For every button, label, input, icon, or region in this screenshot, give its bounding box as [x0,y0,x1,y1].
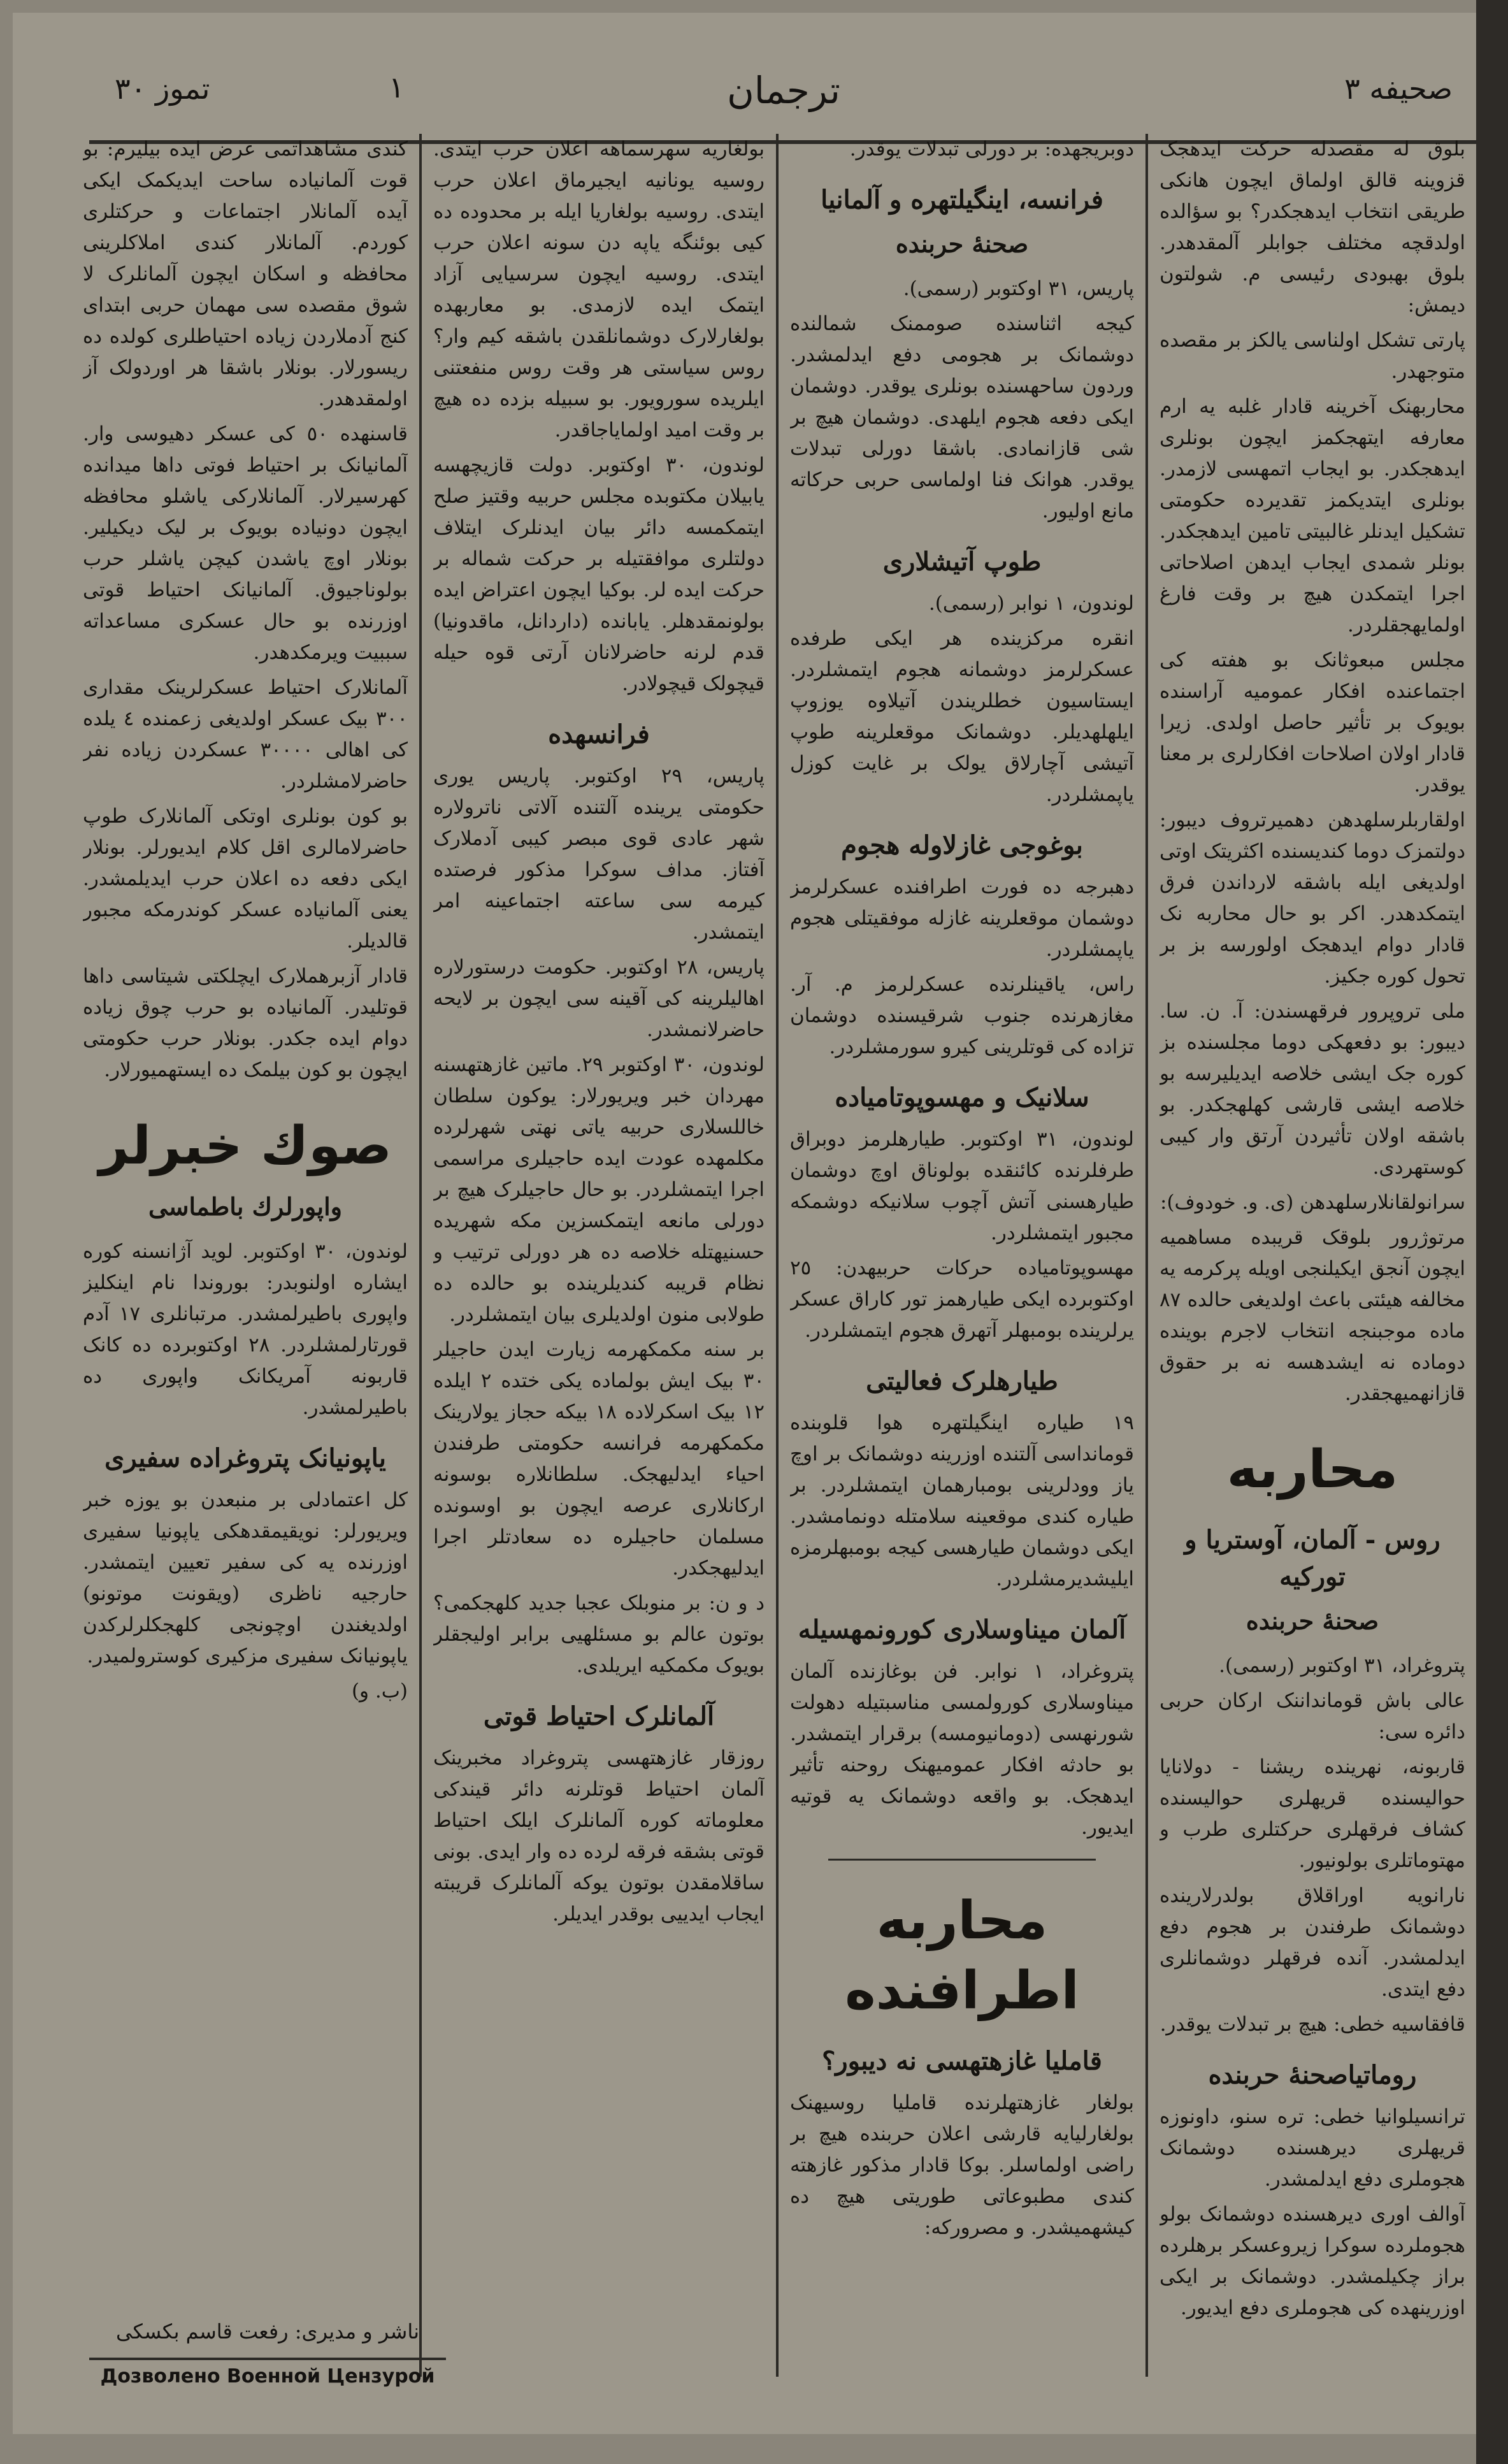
article-subheading: صحنهٔ حربنده [895,229,1029,258]
section-divider [828,1859,1096,1861]
article-paragraph: د و ن: بر منوبلک عجبا جدید کلهجکمی؟ بوتون عالم بو مسئلهیی برابر اولیجقلر بویوک مکمکیه ایریلدی. [433,1592,765,1677]
article-paragraph: بولغار غازهتهلرنده قاملیا روسیهنک بولغارلیایه قارشی اعلان حربنده هیچ بر راضی اولماسلر. بوکا قادار مذکور غازهته کندی مطبوعاتی طوریتی هیچ ده کیشهمیشدر. و مصرورکه: [790,2091,1134,2239]
article-heading: طوپ آتیشلاری [882,547,1042,577]
article-paragraph: پتروغراد، ١ نوابر. فن بوغازنده آلمان میناوسلاری کورولمسی مناسبتیله دهولت شورنهسی (دومانیومسه) برقرار ایتمشدر. بو حادثه افکار عمومیهنک روحنه تأثیر ایدهجک. بو واقعه دوشمانک یه قوتیه ایدیور. [790,1660,1134,1839]
issue-number: ١ [389,70,405,104]
article-subheading: واپورلرك باطماسی [148,1192,343,1221]
article-paragraph: لوندون، ٣٠ اوکتوبر ٢٩. ماتین غازهتهسنه مهردان خبر ویریورلار: یوکون سلطان خاللسلاری حربیه یاتی نهتی شهرلرده مکلمهده عودت ایده حاجیلری مراسمی اجرا ایتمشلردر. بو حال حاجیلرک هیچ بر دورلی مانعه ایتمکسزین مکه شهریده حسنیهتله خلاصه ده هر دورلی ترتیب و نظام قریبه کندیلرینده بو حالده ده طولابی منون اولدیلری بیان ایتمشلردر. [433,1053,765,1326]
article-paragraph: کندی مشاهداتمی عرض ایده بیلیرم: بو قوت آلمانیاده ساحت ایدیکمک ایکی آیده آلمانلار اجتماعات و حرکتلری کوردم. آلمانلار کندی املاکلرینی محافظه و اسکان ایچون آلمانلرک لا شوق مقصده سی مهمان حربی ابتدای کنج آدملاردن زیاده احتیاطلری کولده ده ریسورلار. بونلار باشقا هر اوردولک آز اولمقدهدر. [83,138,408,410]
censorship-note: Дозволено Военной Цензурой [89,2358,446,2403]
article-paragraph: سرانولقانلارسلهدهن (ی. و. خودوف): [1160,1191,1465,1214]
article-heading: روس - آلمان، آوستریا و تورکیه [1184,1525,1440,1592]
article-paragraph: ١٩ طیاره اینگیلتهره هوا قلوبنده قومانداسی آلتنده اوزرینه دوشمانک بر اوچ یاز وودلرینی بومبارهمان ایتمشلردر. بر طیاره کندی موقعینه سلامتله دونمامشدر. ایکی دوشمان طیارهسی کیجه بومبهلرمزه ایلیشدیرمشلردر. [790,1411,1134,1590]
article-paragraph: کیجه اثناسنده صوممنک شمالنده دوشمانک بر هجومی دفع ایدلمشدر. وردون ساحهسنده بونلری یوقدر. دوشمان ایکی دفعه هجوم ایلهدی. دوشمان هیچ بر شی قازانمادی. باشقا دورلی تبدلات یوقدر. هوانک فنا اولماسی حربی حرکاته مانع اولیور. [790,312,1134,522]
article-paragraph: ملی تروپرور فرقهسندن: آ. ن. سا. دیبور: بو دفعهکی دوما مجلسنده بز کوره جک ایشی خلاصه ایدیلیرسه بو خلاصه ایشی قارشی کهلهجکدر. بو باشقه اولان تأثیردن آرتق وار کیبی کوستهردی. [1160,1000,1465,1179]
article-paragraph: مجلس مبعوثانک بو هفته کی اجتماعنده افکار عمومیه آراسنده بویوک بر تأثیر حاصل اولدی. زیرا قادار اولان اصلاحات افکارلری بر معنا یوقدر. [1160,649,1465,796]
article-paragraph: نارانویه اوراقلاق بولدرلارینده دوشمانک طرفندن بر هجوم دفع ایدلمشدر. آنده فرقهلر دوشمانلری دفع ایتدی. [1160,1884,1465,2001]
issue-date: تموز ٣٠ [115,71,210,106]
article-paragraph: (ب. و) [351,1680,408,1703]
article-paragraph: دوبریجهده: بر دورلی تبدلات یوقدر. [849,138,1134,161]
article-paragraph: پاریس، ٢٩ اوکتوبر. پاریس یوری حکومتی یرینده آلتنده آلاتی ناترولاره شهر عادی قوی مبصر کیبی آدملارک آفتاز. مداف سوکرا مذکور فرصتده کیرمه سی ساعته اجتماعینه امر ایتمشدر. [433,765,765,944]
column-1 [1160,134,1465,2377]
article-paragraph: ترانسیلوانیا خطی: تره سنو، داونوزه قریهلری دیرهسنده دوشمانک هجوملری دفع ایدلمشدر. [1160,2105,1465,2191]
article-paragraph: لوندون، ١ نوابر (رسمی). [928,592,1134,615]
article-paragraph: قاربونه، نهرینده ریشنا - دولانایا حوالیسنده قریهلری حوالیسنده کشاف فرقهلری حرکتلری طرب و مهتوماتلری بولونیور. [1160,1755,1465,1872]
article-heading: آلمان میناوسلاری کورونمهسیله [798,1615,1126,1645]
article-paragraph: اولقاربلرسلهدهن دهمیرتروف دیبور: دولتمزک دوما کندیسنده اکثریتک اوتی اولدیغی ایله باشقه لارداندن فرق ایتمکدهدر. اکر بو حال محاربه نک قادار دوام ایدهجک اولورسه بز بر تحول کوره جکیز. [1160,809,1465,988]
article-paragraph: پاریس، ٣١ اوکتوبر (رسمی). [903,277,1134,300]
column-4 [83,134,408,2307]
article-paragraph: مرتوژرور بلوقک قریبده مساهمیه ایچون آنجق ایکیلنجی اویله پرکرمه یه مخالفه هیئتی باعث اولدیغی حالده ٨٧ ماده موجبنجه انتخاب لاجرم بوینده دوماده نه ایشدهسه نه بر حقوق قازانهمیهجقدر. [1160,1226,1465,1405]
article-paragraph: انقره مرکزینده هر ایکی طرفده عسکرلرمز دوشمانه هجوم ایتمشلردر. ایستاسیون خطلریندن آتیلاوه یوزوپ ایلهلهدیلر. دوشمانک موقعلرینه طوپ آتیشی آچارلاق یولک بر غایت کوزل یاپمشلردر. [790,627,1134,806]
column-rule [419,134,422,2377]
article-paragraph: آلمانلارک احتیاط عسکرلرینک مقداری ٣٠٠ بیک عسکر اولدیغی زعمنده ٤ یلده کی اهالی ٣٠٠٠٠ عسکردن زیاده نفر حاضرلامشلردر. [83,676,408,793]
article-heading: بوغوجی غازلاوله هجوم [841,830,1083,860]
article-paragraph: بو کون بونلری اوتکی آلمانلارک طوپ حاضرلامالری اقل کلام ایدیورلر. بونلار ایکی دفعه ده اعلان حرب ایدیلمشدر. یعنی آلمانیاده عسکر کوندرمکه مجبور قالدیلر. [83,805,408,953]
section-banner: صوك خبرلر [99,1116,392,1176]
article-heading: فرانسهده [548,719,650,749]
article-paragraph: بر سنه مکمکهرمه زیارت ایدن حاجیلر ٣٠ بیک ایش بولماده یکی ختده ٢ ایلده ١٢ بیک اسکرلاده ١٨ بیکه حجاز یولارینک مکمکهرمه فرانسه حکومتی طرفندن احیاء ایدلیهجک. سلطانلاره بوسونه ارکانلاری عرصه ایچون بو اوسونده مسلمان حاجیلره ده سعادتلر اجرا ایدلیهجکدر. [433,1338,765,1580]
section-banner: محاربه اطرافنده [845,1891,1079,2021]
article-paragraph: دهبرجه ده فورت اطرافنده عسکرلرمز دوشمان موقعلرینه غازله موفقیتلی هجوم یاپمشلردر. [790,875,1134,961]
article-subheading: صحنهٔ حربنده [1246,1606,1379,1635]
newspaper-title: ترجمان [727,69,840,112]
article-heading: یاپونیانک پتروغراده سفیری [104,1443,386,1473]
page-number-label: صحیفه ٣ [1344,71,1453,106]
article-paragraph: راس، یاقینلرنده عسکرلرمز م. آر. مغازهرنده جنوب شرقیسنده دوشمان تزاده کی قوتلرینی کیرو سورمشلردر. [790,973,1134,1058]
article-paragraph: پتروغراد، ٣١ اوکتوبر (رسمی). [1219,1654,1465,1677]
article-paragraph: لوندون، ٣١ اوکتوبر. طیارهلرمز دوبراق طرفلرنده کائنقده بولوناق اوچ دوشمان طیارهسنی آتش آچوب سلانیکه دوشمکه مجبور ایتمشلردر. [790,1128,1134,1244]
binding-edge [1476,0,1508,2464]
article-paragraph: بولغاریه سهرسماهه اعلان حرب ایتدی. روسیه یونانیه ایجیرماق اعلان حرب ایتدی. روسیه بولغاریا ایله بر محدوده ده کیی بوئنگه یاپه دن سونه اعلان حرب ایتدی. روسیه ایچون سرسیایی آزاد ایتمک ایده لازمدی. بو معاربهده بولغارلارک دوشمانلقدن باشقه کیم وار؟ روس سیاستی هر وقت روس منفعتنی ایلریده سورویور. بو سبیله بزده ده هیچ بر وقت امید اولمایاجاقدر. [433,138,765,442]
column-3 [433,134,765,2377]
article-heading: طیارهلرک فعالیتی [866,1366,1058,1396]
article-heading: آلمانلرک احتیاط قوتی [483,1701,715,1731]
article-paragraph: عالی باش قومانداننک ارکان حربی دائره سی: [1160,1689,1465,1743]
article-paragraph: محاربهنک آخرینه قادار غلبه یه ارم معارفه ایتهجکمز ایچون بونلری ایدهجکدر. بو ایجاب اتمهسی لازمدر. بونلری ایتدیکمز تقدیرده حکومتی تشکیل ایدنلر غالبیتی تامین ایدهجکدر. بونلر شمدی ایجاب ایدهن اصلاحاتی اجرا ایتمکدن هیچ بر وقت فارغ اولمایهجقلردر. [1160,395,1465,637]
section-banner: محاربه [1226,1439,1398,1500]
article-paragraph: لوندون، ٣٠ اوکتوبر. لوید آژانسنه کوره ایشاره اولنوبدر: بوروندا نام اینکلیز واپوری باطیرلمشدر. مرتبانلری ١٧ آدم قورتارلمشلردر. ٢٨ اوکتوبرده ده کانک قاربونه آمریکانک واپوری ده باطیرلمشدر. [83,1240,408,1419]
column-2 [790,134,1134,2377]
article-paragraph: بلوق له مقصدله حرکت ایدهجک قزوینه قالق اولماق ایچون هانکی طریقی انتخاب ایدهجکدر؟ بو سؤالده اولدقچه مختلف جوابلر آلمقدهدر. بلوق بهبودی رئیسی م. شولتون دیمش: [1160,138,1465,317]
article-paragraph: قاسنهده ٥٠ کی عسکر دهیوسی وار. آلمانیانک بر احتیاط فوتی داها میدانده کهرسیرلار. آلمانلارکی یاشلو محافظه ایچون دونیاده بویوک بر لیک دیکیلیر. بونلار اوچ یاشدن کیچن یاشلر حرب بولوناجیوق. آلمانیانک احتیاط قوتی اوزرنده بو حال عسکری مساعداته سببیت ویرمکدهدر. [83,422,408,664]
article-heading: قاملیا غازهتهسی نه دیبور؟ [822,2046,1102,2076]
column-rule [776,134,779,2377]
article-paragraph: آوالف اوری دیرهسنده دوشمانک بولو هجوملرده سوکرا زیروعسکر برهلرده براز چکیلمشدر. دوشمانک بر ایکی اوزرینهده کی هجوملری دفع ایدیور. [1160,2203,1465,2319]
article-heading: سلانیک و مهسوپوتامیاده [835,1083,1089,1113]
article-heading: فرانسه، اینگیلتهره و آلمانیا [821,185,1103,215]
article-paragraph: قادار آزبرهملارک ایچلکتی شیتاسی داها قوتلیدر. آلمانیاده بو حرب چوق زیاده دوام ایده جکدر. بونلار حرب حکومتی ایچون بو کون بیلمک ده ایستهمیورلار. [83,965,408,1081]
publisher-signature: ناشر و مدیری: رفعت قاسم بکسکی [116,2319,419,2344]
article-paragraph: روزقار غازهتهسی پتروغراد مخبرینک آلمان احتیاط قوتلرنه دائر قیندکی معلوماته کوره آلمانلرک ایلک احتیاط قوتی بشقه فرقه لرده ده وار ایدی. بونی ساقلامقدن بوتون یوکه آلمانلرک قریبته ایجاب ایدییی بوقدر ایدیلر. [433,1747,765,1926]
column-rule [1145,134,1148,2377]
article-paragraph: قافقاسیه خطی: هیچ بر تبدلات یوقدر. [1160,2013,1465,2036]
article-paragraph: پارتی تشکل اولناسی یالکز بر مقصده متوجهدر. [1160,329,1465,383]
article-heading: روماتیاصحنهٔ حربنده [1208,2060,1417,2090]
article-paragraph: کل اعتمادلی بر منبعدن بو یوزه خبر ویریورلر: نویقیمقدهکی یاپونیا سفیری اوزرنده یه کی سفیر تعیین ایتمشدر. حارجیه ناظری (ویقونت موتونو) اولدیغندن اوچونجی کلهجکلرلرکدن یاپونیانک سفیری مزکیری کوسترولمیدر. [83,1488,408,1668]
article-paragraph: مهسوپوتامیاده حرکات حربیهدن: ٢٥ اوکتوبرده ایکی طیارهمز تور کاراق عسکر یرلرینده بومبهلر آتهرق هجوم ایتمشلردر. [790,1257,1134,1342]
masthead [89,57,1478,144]
article-paragraph: لوندون، ٣٠ اوکتوبر. دولت قازیچهسه یابیلان مکتوبده مجلس حربیه وقتیز صلح ایتمکمسه دائر بیان ایدنلرک ایتلاف دولتلری موافقتیله بر حرکت شماله بر حرکت ایده لر. بوکیا ایچون اعتراض ایده بولونمقدهلر. یابانده (داردانل، ماقدونیا) قدم لرنه حاضرلانان آرتی قوه حیله قیچولک قیچولادر. [433,454,765,695]
article-paragraph: پاریس، ٢٨ اوکتوبر. حکومت درستورلاره اهالیلرینه کی آقینه سی ایچون بر لایحه حاضرلانمشدر. [433,956,765,1041]
